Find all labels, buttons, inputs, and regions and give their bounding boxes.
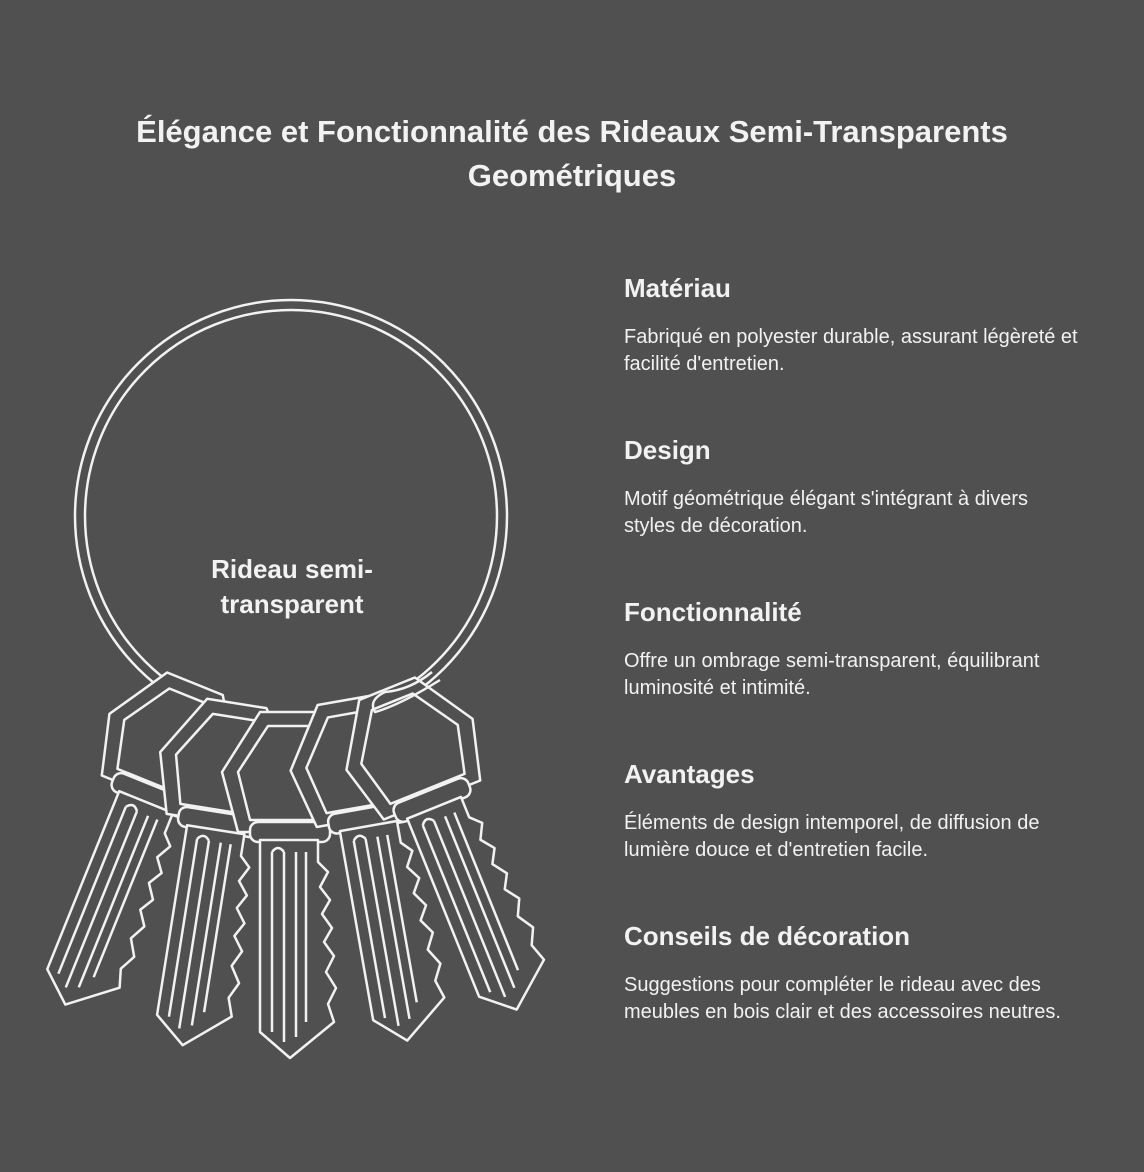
section-heading: Matériau — [624, 273, 731, 303]
section-body: Offre un ombrage semi-transparent, équilibrant luminosité et intimité. — [624, 650, 1040, 699]
section-avantages — [624, 758, 1084, 864]
section-design — [624, 434, 1084, 540]
center-label: Rideau semi-transparent — [211, 554, 373, 619]
section-materiau — [624, 272, 1084, 378]
section-fonctionnalite — [624, 596, 1084, 702]
section-body: Suggestions pour compléter le rideau avec des meubles en bois clair et des accessoires neutres. — [624, 974, 1061, 1023]
section-body: Motif géométrique élégant s'intégrant à divers styles de décoration. — [624, 488, 1029, 537]
section-body: Éléments de design intemporel, de diffusion de lumière douce et d'entretien facile. — [624, 812, 1040, 861]
section-heading: Avantages — [624, 759, 755, 789]
section-conseils — [624, 920, 1084, 1026]
section-heading: Design — [624, 435, 711, 465]
page-title: Élégance et Fonctionnalité des Rideaux Semi-Transparents Geométriques — [136, 114, 1008, 193]
section-heading: Conseils de décoration — [624, 921, 911, 951]
key-ring — [75, 300, 507, 732]
section-body: Fabriqué en polyester durable, assurant légèreté et facilité d'entretien. — [624, 326, 1078, 375]
section-heading: Fonctionnalité — [624, 597, 802, 627]
